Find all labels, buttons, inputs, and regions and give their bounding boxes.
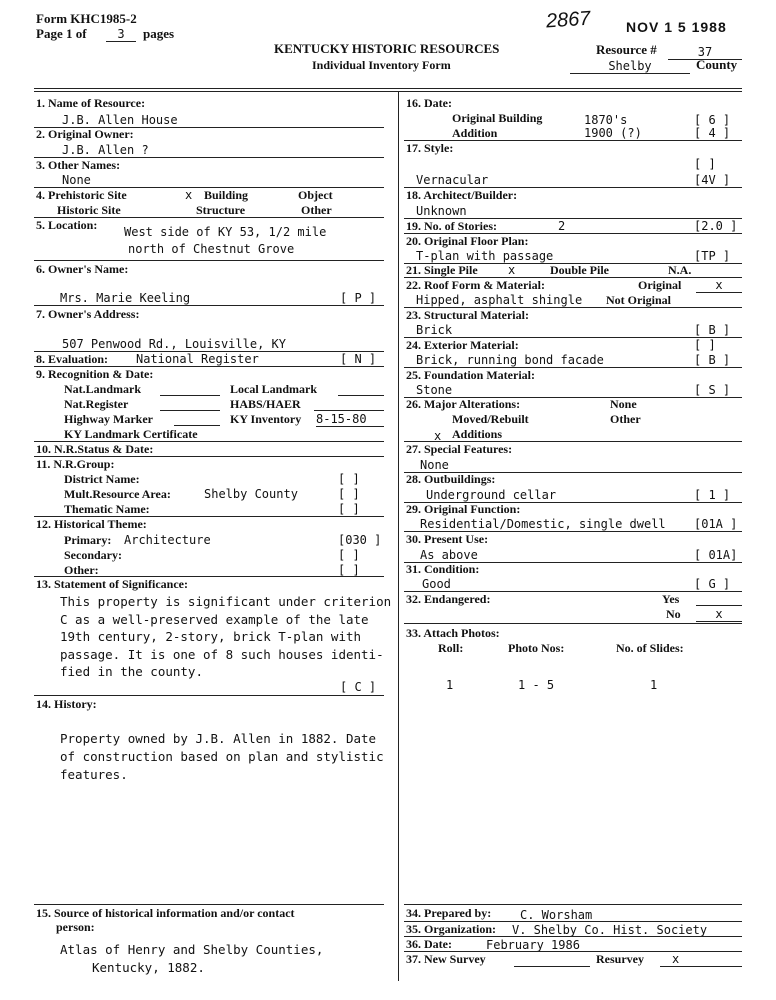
- resource-label: Resource #: [596, 42, 657, 57]
- f25-value: Stone: [416, 383, 453, 397]
- rule: [34, 904, 384, 905]
- f23-value: Brick: [416, 323, 453, 337]
- f9-nat-landmark: Nat.Landmark: [64, 382, 142, 396]
- rule: [160, 410, 220, 411]
- f6-code: [ P ]: [340, 291, 377, 305]
- rule: [34, 695, 384, 696]
- f24-code: [ B ]: [694, 353, 731, 367]
- rule: [34, 260, 384, 261]
- f4-label: 4. Prehistoric Site: [36, 188, 127, 202]
- f32-no-mark: x: [696, 607, 742, 622]
- f31-value: Good: [422, 577, 451, 591]
- f9-habs-haer: HABS/HAER: [230, 397, 301, 411]
- f34-label: 34. Prepared by:: [406, 906, 492, 920]
- f9-nat-register: Nat.Register: [64, 397, 129, 411]
- f21-na: N.A.: [668, 263, 692, 277]
- f11-label: 11. N.R.Group:: [36, 457, 115, 471]
- rule: [404, 904, 742, 905]
- f4-structure: Structure: [196, 203, 246, 217]
- f1-label: 1. Name of Resource:: [36, 96, 146, 110]
- f4-building: Building: [204, 188, 249, 202]
- f33-photo-nos-value: 1 - 5: [518, 678, 555, 692]
- f16-addition-label: Addition: [452, 126, 498, 140]
- f10-label: 10. N.R.Status & Date:: [36, 442, 154, 456]
- f19-code: [2.0 ]: [694, 219, 738, 233]
- f11-thematic: Thematic Name:: [64, 502, 150, 516]
- f5-label: 5. Location:: [36, 218, 98, 232]
- f6-value: Mrs. Marie Keeling: [60, 291, 191, 305]
- form-subtitle: Individual Inventory Form: [312, 58, 451, 72]
- rule: [404, 140, 742, 141]
- f19-value: 2: [558, 219, 566, 233]
- f11-mra-value: Shelby County: [204, 487, 298, 501]
- f33-slides-value: 1: [650, 678, 658, 692]
- f32-yes: Yes: [662, 592, 680, 606]
- f28-code: [ 1 ]: [694, 488, 731, 502]
- f18-label: 18. Architect/Builder:: [406, 188, 518, 202]
- f9-highway-marker: Highway Marker: [64, 412, 153, 426]
- f26-other: Other: [610, 412, 641, 426]
- f7-value: 507 Penwood Rd., Louisville, KY: [62, 337, 286, 351]
- f13-line: C as a well-preserved example of the late: [60, 612, 369, 627]
- f12-other: Other:: [64, 563, 99, 577]
- f30-value: As above: [420, 548, 478, 562]
- f5-line2: north of Chestnut Grove: [128, 242, 295, 256]
- f6-label: 6. Owner's Name:: [36, 262, 129, 276]
- header-rule-2: [34, 91, 742, 92]
- f20-label: 20. Original Floor Plan:: [406, 234, 529, 248]
- f29-value: Residential/Domestic, single dwell: [420, 517, 666, 531]
- f5-line1: West side of KY 53, 1/2 mile: [124, 225, 327, 239]
- f37-label: 37. New Survey: [406, 952, 486, 966]
- f21-mark: x: [508, 263, 516, 277]
- f19-label: 19. No. of Stories:: [406, 219, 497, 233]
- f1-value: J.B. Allen House: [62, 113, 178, 127]
- rule: [514, 966, 590, 967]
- f28-value: Underground cellar: [426, 488, 557, 502]
- f11-mra-code: [ ]: [338, 487, 360, 501]
- f34-value: C. Worsham: [520, 908, 593, 922]
- f24-label: 24. Exterior Material:: [406, 338, 519, 352]
- f13-line: fied in the county.: [60, 664, 203, 679]
- f2-label: 2. Original Owner:: [36, 127, 134, 141]
- f20-code: [TP ]: [694, 249, 731, 263]
- f11-thematic-code: [ ]: [338, 502, 360, 516]
- f33-label: 33. Attach Photos:: [406, 626, 500, 640]
- f15-label-2: person:: [56, 920, 95, 934]
- f16-addition-code: [ 4 ]: [694, 126, 731, 140]
- f22-original-mark: x: [696, 278, 742, 293]
- f26-additions: Additions: [452, 427, 503, 441]
- f7-label: 7. Owner's Address:: [36, 307, 140, 321]
- f14-label: 14. History:: [36, 697, 97, 711]
- form-title: KENTUCKY HISTORIC RESOURCES: [274, 41, 500, 56]
- rule: [314, 410, 384, 411]
- f12-primary-code: [030 ]: [338, 533, 382, 547]
- f15-line2: Kentucky, 1882.: [92, 960, 205, 975]
- f13-label: 13. Statement of Significance:: [36, 577, 188, 591]
- f25-code: [ S ]: [694, 383, 731, 397]
- f22-label: 22. Roof Form & Material:: [406, 278, 545, 292]
- f9-ky-inventory: KY Inventory: [230, 412, 302, 426]
- rule: [160, 395, 220, 396]
- f22-not-original: Not Original: [606, 293, 671, 307]
- f9-local-landmark: Local Landmark: [230, 382, 318, 396]
- f2-value: J.B. Allen ?: [62, 143, 149, 157]
- f36-label: 36. Date:: [406, 937, 452, 951]
- form-id: Form KHC1985-2: [36, 11, 137, 26]
- rule: [174, 425, 220, 426]
- f17-value: Vernacular: [416, 173, 489, 187]
- f12-secondary-code: [ ]: [338, 548, 360, 562]
- f16-original-code: [ 6 ]: [694, 113, 731, 127]
- page-count-suffix: pages: [143, 26, 175, 41]
- f17-label: 17. Style:: [406, 141, 454, 155]
- f33-photo-nos: Photo Nos:: [508, 641, 565, 655]
- f15-label: 15. Source of historical information and/or contact: [36, 906, 295, 920]
- f16-label: 16. Date:: [406, 96, 452, 110]
- handwritten-number: 2867: [545, 7, 592, 33]
- f13-line: 19th century, 2-story, brick T-plan with: [60, 629, 362, 644]
- f26-none: None: [610, 397, 637, 411]
- f33-slides: No. of Slides:: [616, 641, 684, 655]
- f11-district-code: [ ]: [338, 472, 360, 486]
- f35-value: V. Shelby Co. Hist. Society: [512, 923, 708, 937]
- f12-other-code: [ ]: [338, 563, 360, 577]
- f4-building-mark: x: [185, 188, 193, 202]
- f9-label: 9. Recognition & Date:: [36, 367, 154, 381]
- f9-ky-inventory-date: 8-15-80: [316, 412, 384, 427]
- f28-label: 28. Outbuildings:: [406, 472, 496, 486]
- f3-value: None: [62, 173, 91, 187]
- f30-label: 30. Present Use:: [406, 532, 489, 546]
- f8-code: [ N ]: [340, 352, 377, 366]
- f31-code: [ G ]: [694, 577, 731, 591]
- f21-label: 21. Single Pile: [406, 263, 478, 277]
- f33-roll: Roll:: [438, 641, 464, 655]
- f8-label: 8. Evaluation:: [36, 352, 109, 366]
- column-divider: [398, 91, 399, 981]
- resource-number: 37: [668, 45, 742, 60]
- f16-addition-value: 1900 (?): [584, 126, 642, 140]
- f14-line: features.: [60, 767, 128, 782]
- f11-mra: Mult.Resource Area:: [64, 487, 171, 501]
- f31-label: 31. Condition:: [406, 562, 480, 576]
- f14-line: Property owned by J.B. Allen in 1882. Date: [60, 731, 377, 746]
- f12-secondary: Secondary:: [64, 548, 122, 562]
- page-total: 3: [106, 27, 136, 42]
- f33-roll-value: 1: [446, 678, 454, 692]
- f23-label: 23. Structural Material:: [406, 308, 529, 322]
- f32-no: No: [666, 607, 681, 621]
- f21-double-pile: Double Pile: [550, 263, 609, 277]
- f35-label: 35. Organization:: [406, 922, 496, 936]
- f37-resurvey-mark: x: [660, 952, 742, 967]
- f25-label: 25. Foundation Material:: [406, 368, 535, 382]
- f4-historic-site: Historic Site: [57, 203, 121, 217]
- f20-value: T-plan with passage: [416, 249, 554, 263]
- f13-code: [ C ]: [340, 680, 377, 694]
- f23-code: [ B ]: [694, 323, 731, 337]
- rule: [696, 605, 742, 606]
- f12-label: 12. Historical Theme:: [36, 517, 147, 531]
- f4-other: Other: [301, 203, 332, 217]
- f36-value: February 1986: [486, 938, 580, 952]
- f13-line: passage. It is one of 8 such houses identi-: [60, 647, 384, 662]
- header-rule: [34, 88, 742, 89]
- f26-moved: Moved/Rebuilt: [452, 412, 529, 426]
- rule: [404, 936, 742, 937]
- rule: [404, 623, 742, 624]
- county-label: County: [696, 57, 738, 72]
- f3-label: 3. Other Names:: [36, 158, 121, 172]
- f37-resurvey: Resurvey: [596, 952, 644, 966]
- f14-line: of construction based on plan and stylistic: [60, 749, 384, 764]
- f16-original-value: 1870's: [584, 113, 628, 127]
- f8-value: National Register: [136, 352, 259, 366]
- f26-mark: x: [434, 429, 442, 443]
- page-count-prefix: Page 1 of: [36, 26, 87, 41]
- rule: [34, 305, 384, 306]
- f18-value: Unknown: [416, 204, 467, 218]
- f4-object: Object: [298, 188, 333, 202]
- f13-line: This property is significant under criterion: [60, 594, 392, 609]
- f24-blank-code: [ ]: [694, 338, 716, 352]
- f30-code: [ 01A]: [694, 548, 738, 562]
- f11-district: District Name:: [64, 472, 140, 486]
- f27-value: None: [420, 458, 449, 472]
- f9-ky-landmark-cert: KY Landmark Certificate: [64, 427, 198, 441]
- f29-code: [01A ]: [694, 517, 738, 531]
- f26-label: 26. Major Alterations:: [406, 397, 521, 411]
- f17-blank-code: [ ]: [694, 157, 716, 171]
- f12-primary: Primary:: [64, 533, 112, 547]
- f15-line1: Atlas of Henry and Shelby Counties,: [60, 942, 324, 957]
- rule: [338, 395, 384, 396]
- f16-original-label: Original Building: [452, 111, 543, 125]
- f27-label: 27. Special Features:: [406, 442, 513, 456]
- f32-label: 32. Endangered:: [406, 592, 491, 606]
- f29-label: 29. Original Function:: [406, 502, 521, 516]
- received-date-stamp: NOV 1 5 1988: [626, 19, 727, 35]
- f24-value: Brick, running bond facade: [416, 353, 604, 367]
- f22-value: Hipped, asphalt shingle: [416, 293, 583, 307]
- f22-original: Original: [638, 278, 682, 292]
- f12-primary-value: Architecture: [124, 533, 211, 547]
- county-value: Shelby: [570, 59, 690, 74]
- f17-code: [4V ]: [694, 173, 731, 187]
